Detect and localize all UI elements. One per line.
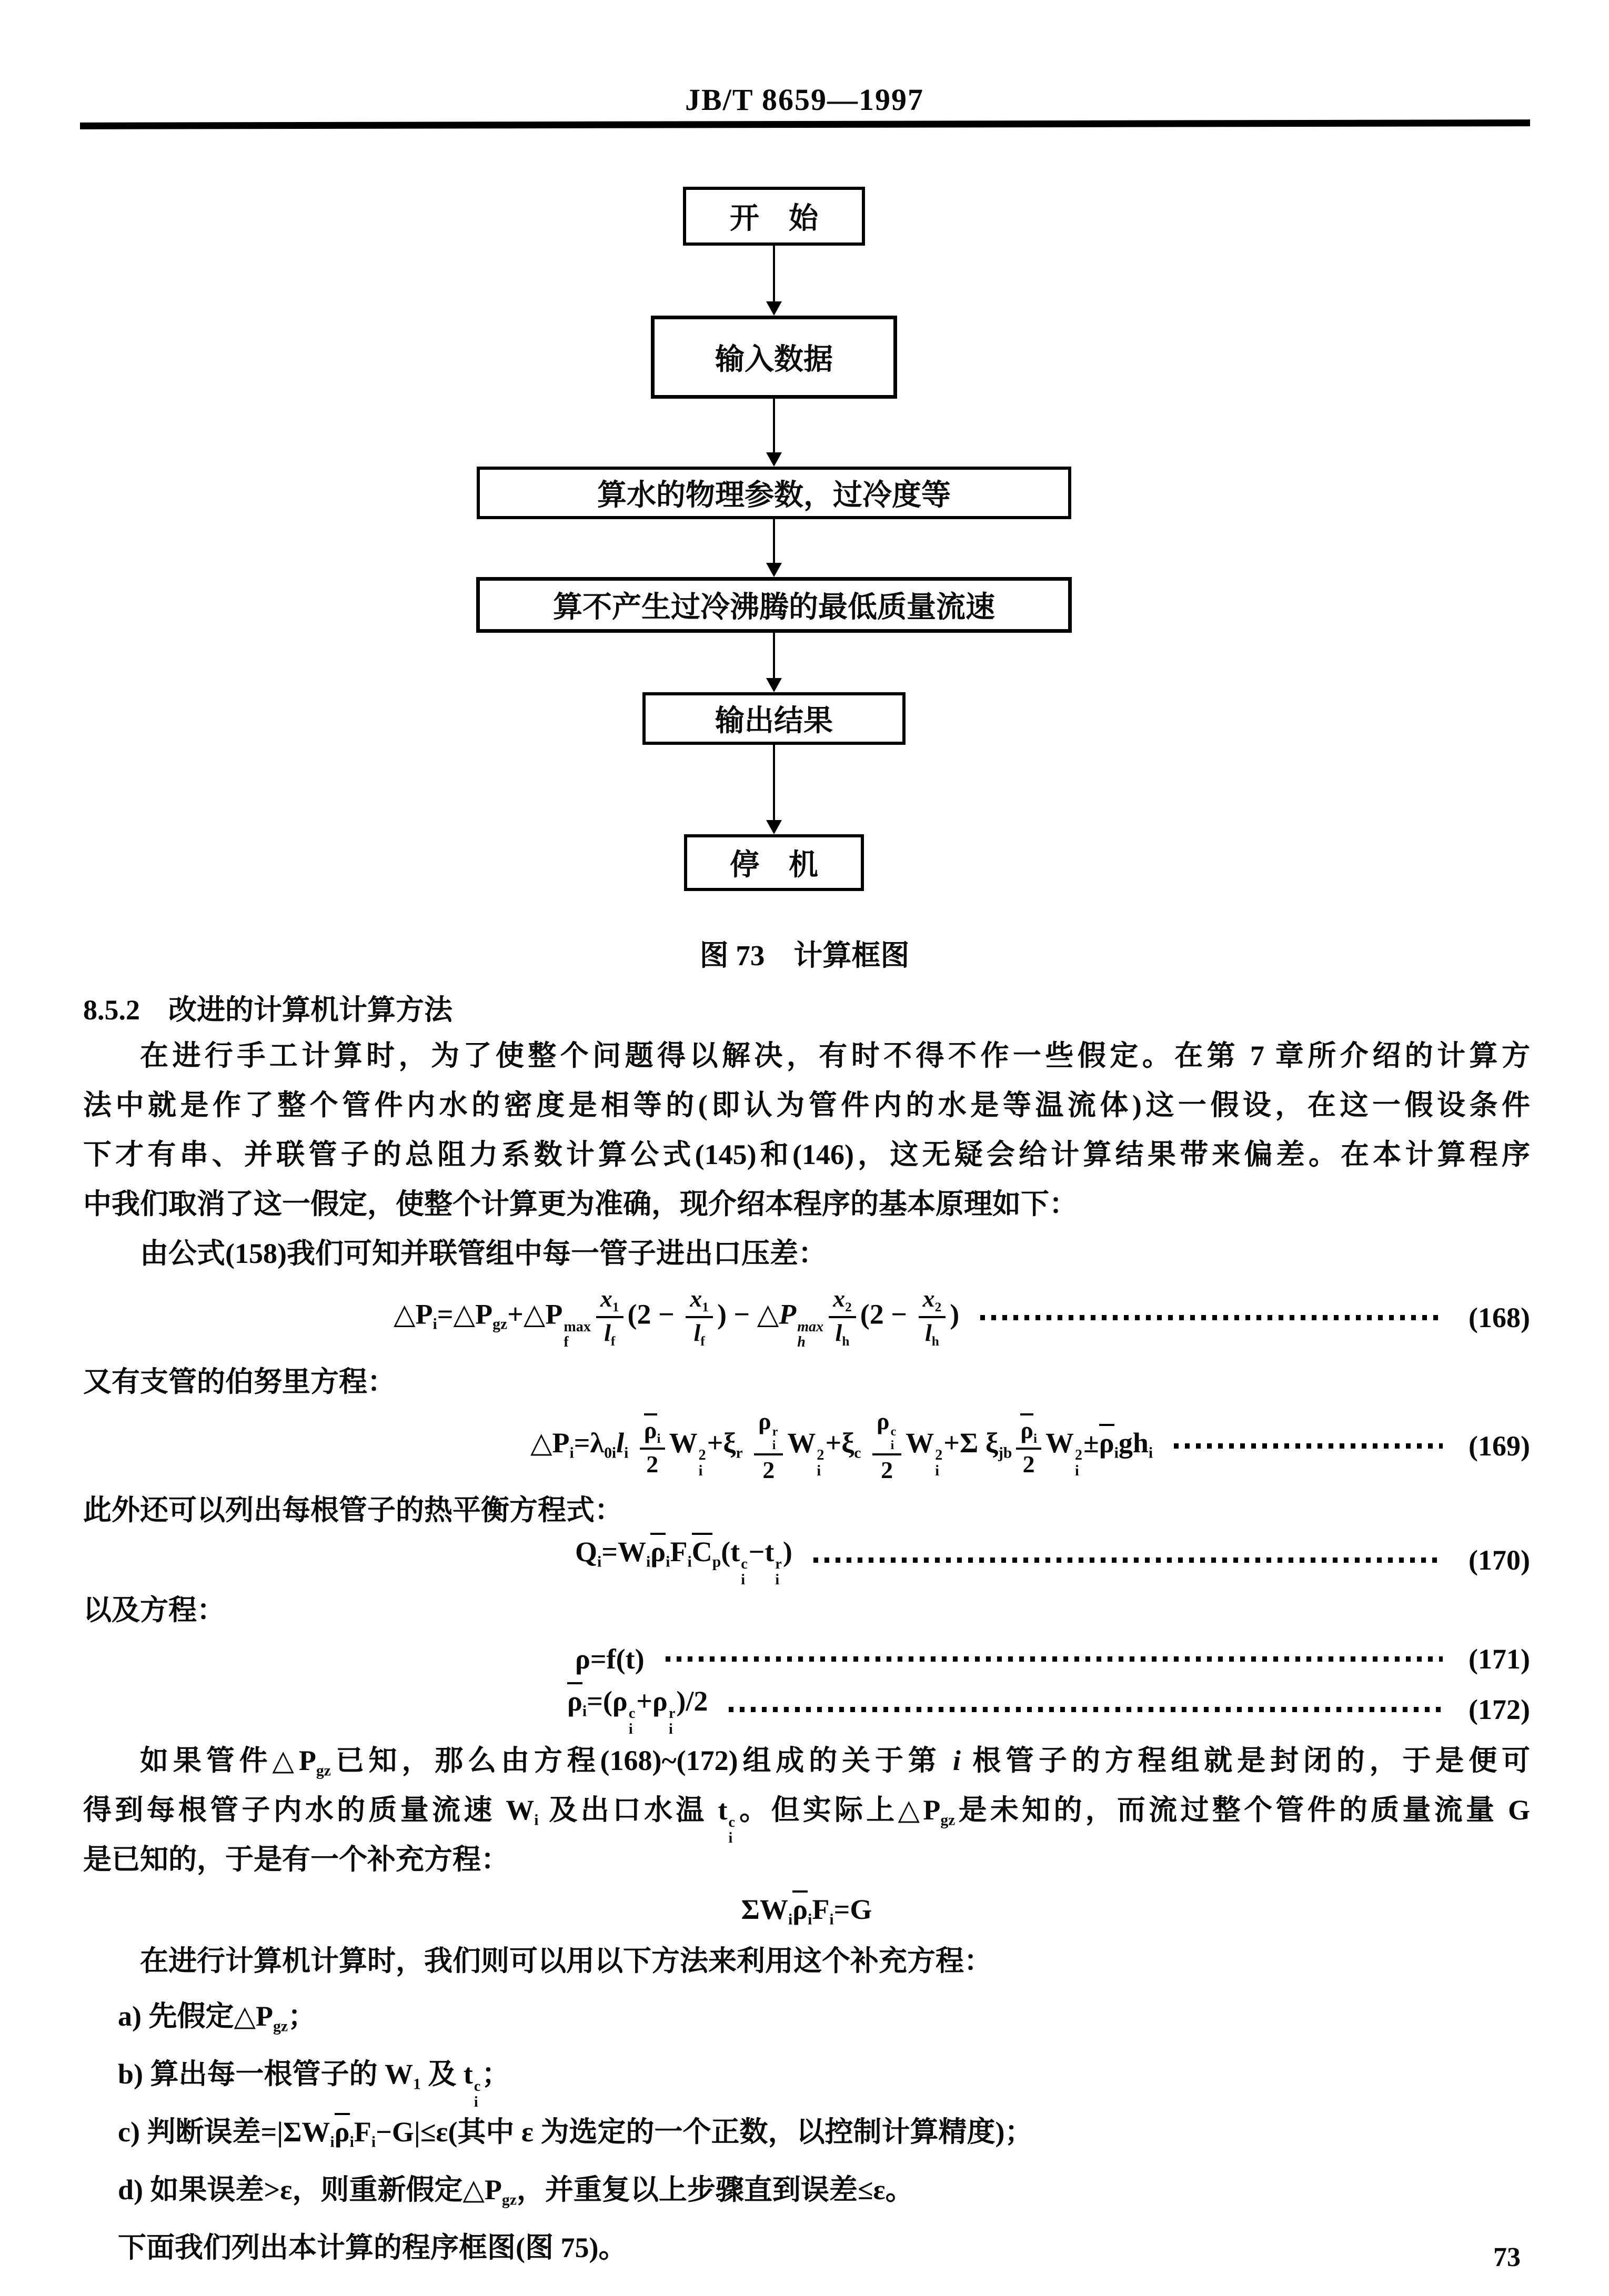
paragraph-line: 如果管件$\triangle P_{gz}$已知，那么由方程(168)~(172)组成的关于第 i 根管子的方程组就是封闭的，于是便可 <box>140 1745 1531 1779</box>
flow-arrow-connector <box>766 519 782 577</box>
equation-170 <box>83 1535 1530 1588</box>
flow-box-input-data: 输入数据 <box>651 316 897 399</box>
equation-171-math: ρ=f(t) <box>575 1643 645 1675</box>
equation-168 <box>83 1278 1530 1357</box>
flow-arrow-connector <box>766 399 782 467</box>
figure-caption: 图 73 计算框图 <box>699 939 910 972</box>
arrow-head-icon <box>766 301 782 316</box>
paragraph-line: 以及方程： <box>83 1594 225 1626</box>
equation-170-math: $Q_i=W_i\rho_iF_iC_p(t$ c i −t r i ) <box>575 1533 792 1587</box>
arrow-head-icon <box>766 678 782 692</box>
document-body <box>83 989 1530 2277</box>
paragraph-line: 在进行手工计算时，为了使整个问题得以解决，有时不得不作一些假定。在第 7 章所介绍的计算方 <box>140 1040 1530 1071</box>
flow-arrow-connector <box>766 633 782 692</box>
arrow-shaft <box>773 246 775 301</box>
equation-number: (171) <box>1469 1643 1530 1675</box>
paragraph-line: 得到每根管子内水的质量流速 $W_i$ 及出口水温 t c i 。但实际上$\triangle P_{gz}$是未知的，而流过整个管件的质量流量 G <box>83 1794 1531 1846</box>
equation-171 <box>83 1635 1530 1683</box>
dot-leader <box>729 1707 1443 1712</box>
equation-172-math: $\rho_i=(\rho$ c i +ρ r i )/2 <box>567 1682 708 1737</box>
supplementary-equation-math: $\Sigma W_i\rho_iF_i=G$ <box>741 1890 872 1928</box>
dot-leader <box>666 1656 1443 1662</box>
equation-168-math: $\triangle P_i=\triangle P_{gz}+\triangle P$ max f $\frac{x_1}{l_f}$ (2 − $\frac{x_1}{l_f}$ ) − △P max h $\frac{x_2}{l_h}$ (2 − $\frac{x_2}{l_h}$ ) <box>394 1285 960 1351</box>
arrow-head-icon <box>766 452 782 467</box>
dot-leader <box>813 1557 1443 1563</box>
equation-number: (172) <box>1469 1694 1530 1725</box>
dot-leader <box>980 1315 1443 1320</box>
equation-169-math: $\triangle P_i=\lambda_{0i}l_i$ $\frac{\rho_i}{2}$ W 2 i $+\xi_r$ ρ r i 2 W 2 i $+\xi_c$ ρ c i 2 W 2 i +Σ $\xi_{jb}$ $\frac{\rho_i}{2}$ W 2 i $\pm\rho_igh_i$ <box>530 1408 1153 1483</box>
arrow-shaft <box>773 399 775 452</box>
arrow-head-icon <box>766 820 782 834</box>
closing-line: 下面我们列出本计算的程序框图(图 75)。 <box>118 2232 627 2263</box>
paragraph-line: 中我们取消了这一假定，使整个计算更为准确，现介绍本程序的基本原理如下： <box>83 1188 1078 1220</box>
equation-169 <box>83 1407 1530 1485</box>
flow-box-compute-min-mass-flux: 算不产生过冷沸腾的最低质量流速 <box>476 577 1072 633</box>
equation-172 <box>83 1683 1530 1736</box>
header-rule <box>80 119 1530 129</box>
paragraph-line: 下才有串、并联管子的总阻力系数计算公式(145)和(146)，这无疑会给计算结果带来偏差。在本计算程序 <box>83 1139 1530 1170</box>
list-item-c: c) 判断误差$=|\Sigma W_i\rho_iF_i-G|\le\varepsilon$(其中 ε 为选定的一个正数，以控制计算精度)； <box>83 2103 1530 2161</box>
paragraph-line: 在进行计算机计算时，我们则可以用以下方法来利用这个补充方程： <box>140 1945 992 1977</box>
flow-arrow-connector <box>766 246 782 316</box>
flow-box-compute-water-params: 算水的物理参数，过冷度等 <box>477 467 1071 519</box>
paragraph-line: 此外还可以列出每根管子的热平衡方程式： <box>83 1494 623 1526</box>
arrow-shaft <box>773 633 775 678</box>
section-heading: 8.5.2 改进的计算机计算方法 <box>83 994 452 1026</box>
flowchart-figure-73 <box>0 187 1578 891</box>
list-item-a: a) 先假定$\triangle P_{gz}$； <box>118 2000 317 2035</box>
flow-box-start: 开 始 <box>683 187 865 246</box>
equation-number: (169) <box>1469 1430 1530 1462</box>
equation-number: (168) <box>1469 1302 1530 1333</box>
list-item-d: d) 如果误差>ε，则重新假定$\triangle P_{gz}$，并重复以上步骤直到误差≤ε。 <box>118 2174 914 2209</box>
flow-arrow-connector <box>766 745 782 834</box>
standard-code-title: JB/T 8659—1997 <box>685 83 924 117</box>
paragraph-line: 由公式(158)我们可知并联管组中每一管子进出口压差： <box>140 1238 827 1269</box>
list-item-b: b) 算出每一根管子的 $W_1$ 及 t c i ； <box>118 2058 510 2110</box>
dot-leader <box>1174 1443 1443 1449</box>
arrow-head-icon <box>766 563 782 577</box>
equation-number: (170) <box>1469 1544 1530 1576</box>
flow-box-stop: 停 机 <box>684 834 864 891</box>
paragraph-line: 法中就是作了整个管件内水的密度是相等的(即认为管件内的水是等温流体)这一假设，在这一假设条件 <box>83 1089 1530 1121</box>
page-number: 73 <box>1493 2242 1521 2272</box>
arrow-shaft <box>773 745 775 820</box>
arrow-shaft <box>773 519 775 563</box>
flow-box-output-result: 输出结果 <box>642 692 906 745</box>
paragraph-line: 又有支管的伯努里方程： <box>83 1366 396 1398</box>
supplementary-equation <box>83 1884 1530 1935</box>
paragraph-line: 是已知的，于是有一个补充方程： <box>83 1844 509 1875</box>
